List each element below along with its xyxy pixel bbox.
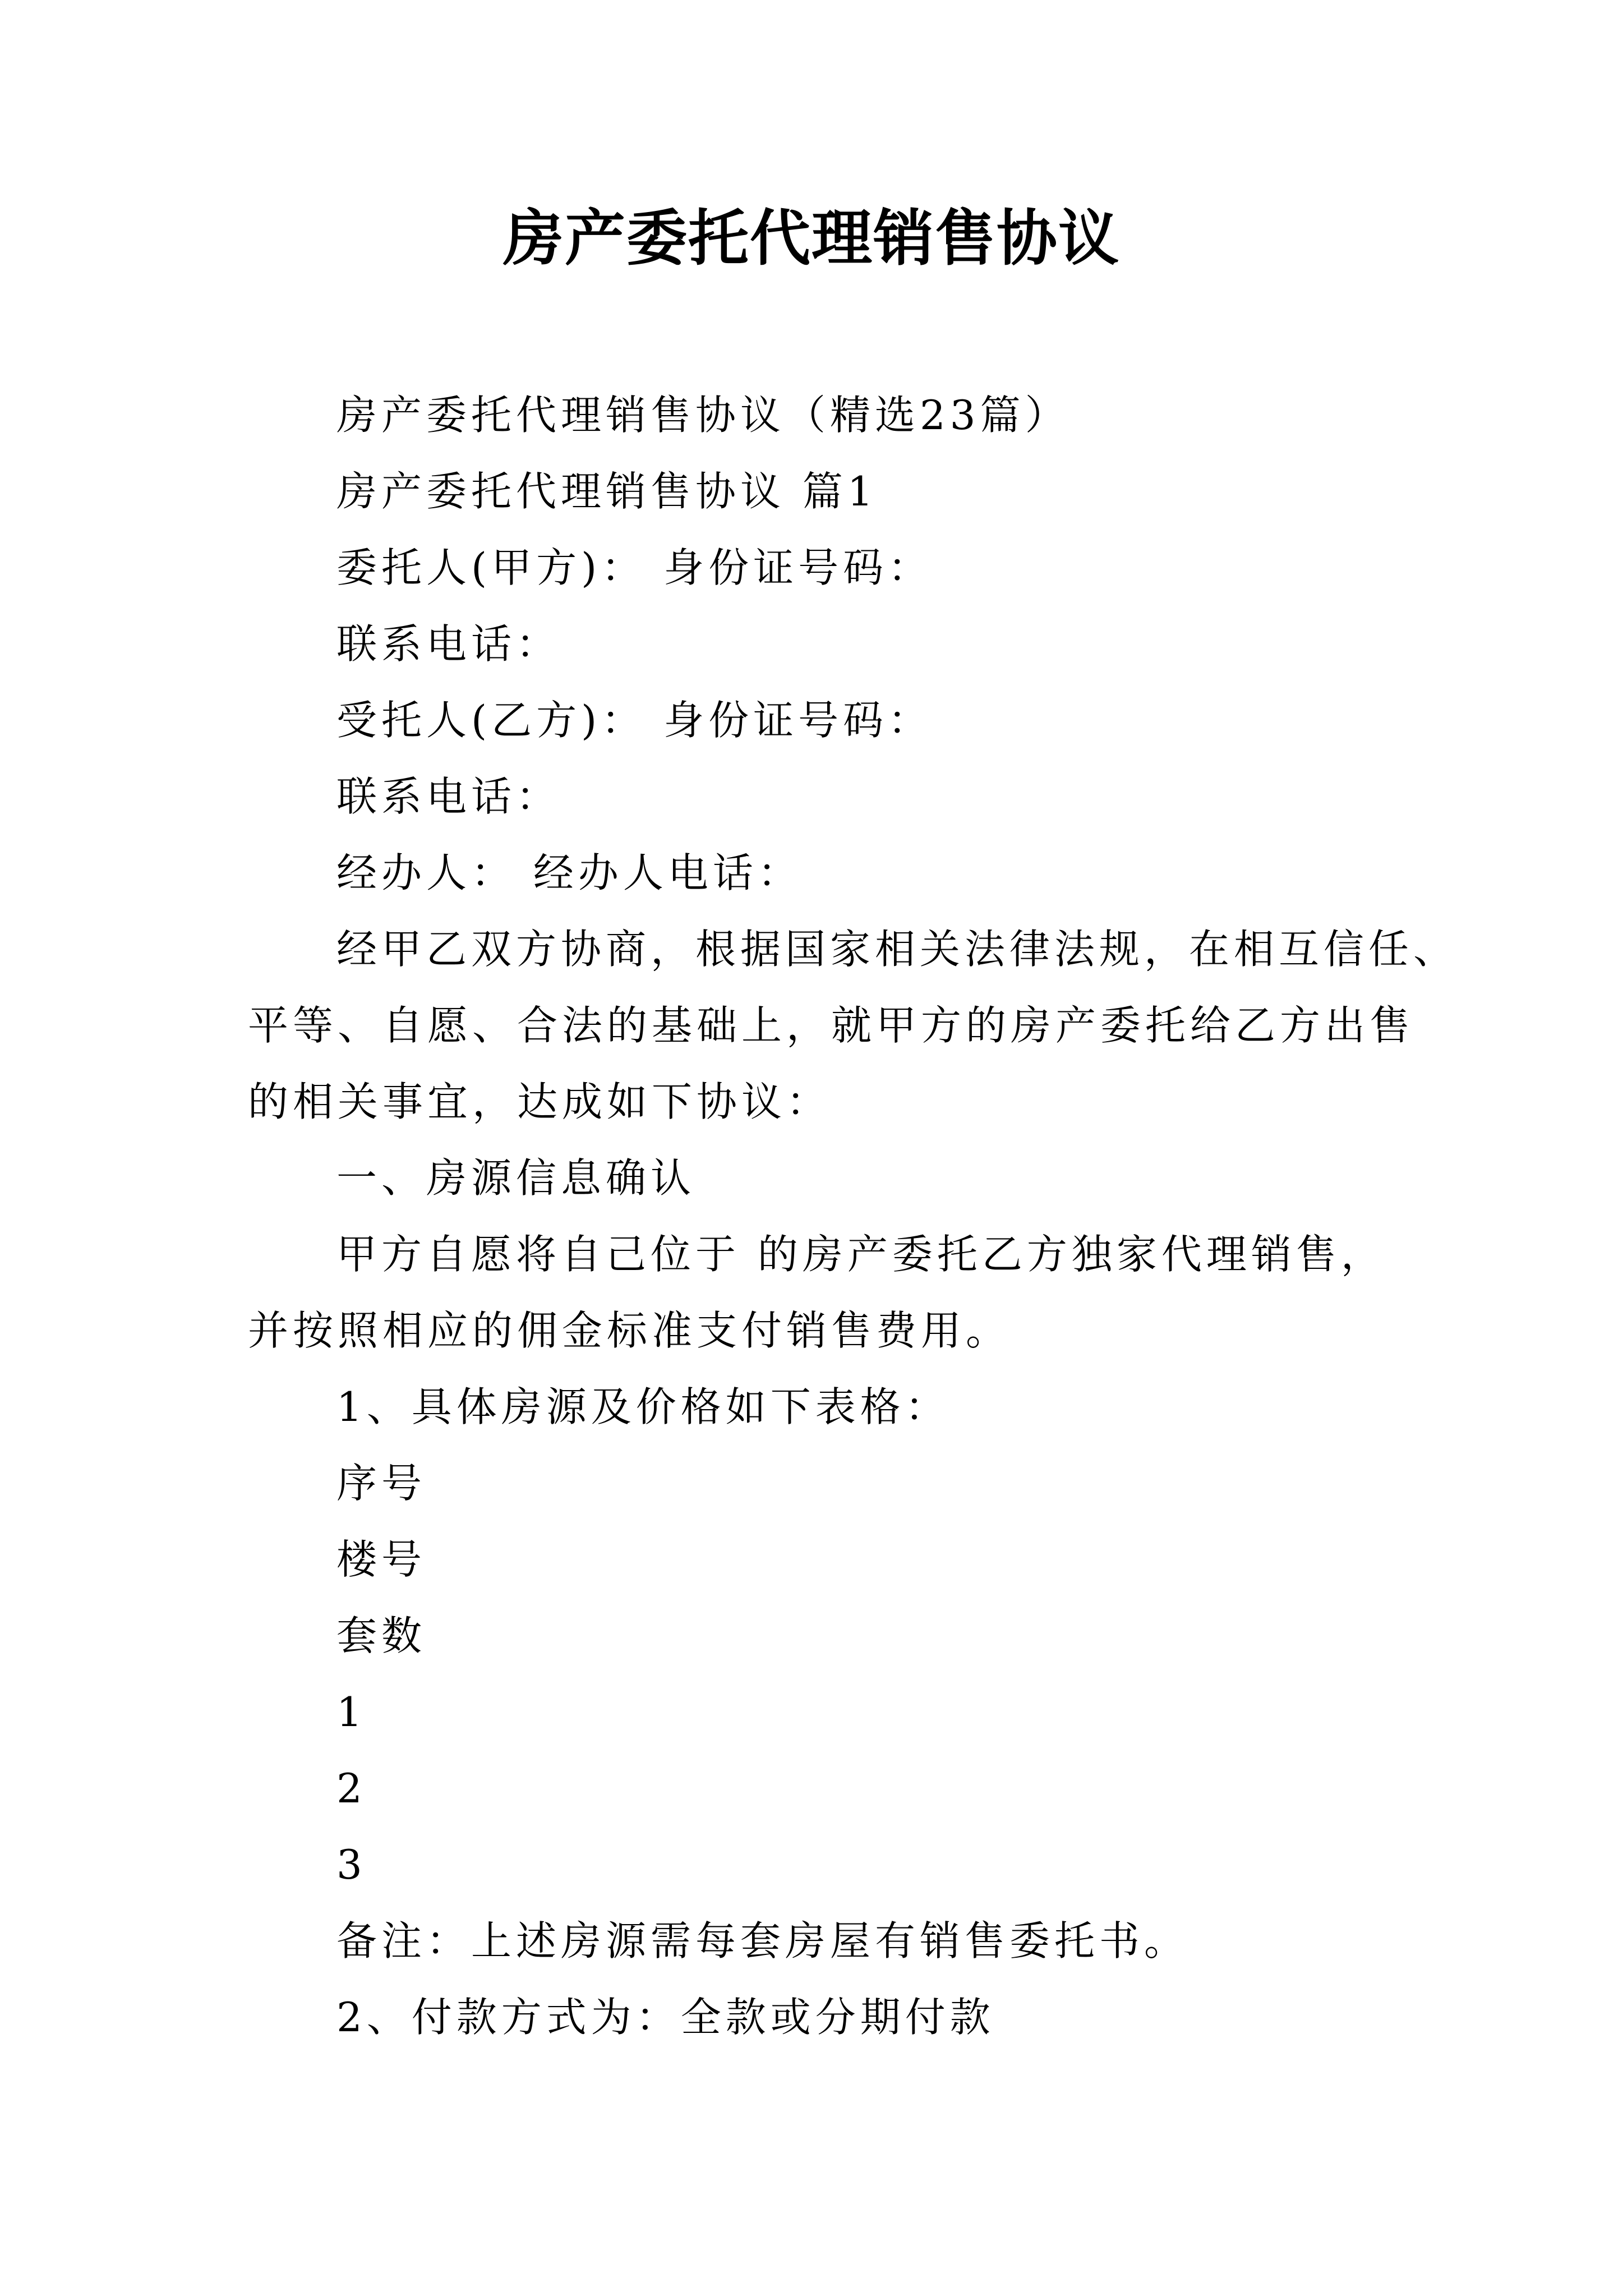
agent-line: 经办人： 经办人电话： (336, 849, 803, 896)
section-heading: 房产委托代理销售协议 篇1 (336, 468, 878, 515)
party-b-phone-line: 联系电话： (336, 773, 561, 820)
list-item: 1、具体房源及价格如下表格： (336, 1383, 950, 1430)
party-a-phone-line: 联系电话： (336, 620, 561, 668)
paragraph-line: 经甲乙双方协商，根据国家相关法律法规，在相互信任、 (336, 926, 1459, 973)
paragraph-line: 并按照相应的佣金标准支付销售费用。 (248, 1307, 1011, 1354)
party-a-line: 委托人(甲方)： 身份证号码： (336, 544, 933, 591)
table-header-cell: 套数 (336, 1612, 427, 1659)
table-cell: 1 (336, 1688, 367, 1736)
paragraph-line: 的相关事宜，达成如下协议： (248, 1078, 832, 1125)
table-header-cell: 楼号 (336, 1536, 427, 1583)
paragraph-line: 甲方自愿将自己位于 的房产委托乙方独家代理销售， (336, 1231, 1386, 1278)
party-b-line: 受托人(乙方)： 身份证号码： (336, 697, 933, 744)
document-title: 房产委托代理销售协议 (502, 203, 1120, 274)
table-cell: 2 (336, 1765, 367, 1812)
table-header-cell: 序号 (336, 1460, 427, 1507)
note-line: 备注：上述房源需每套房屋有销售委托书。 (336, 1917, 1189, 1964)
paragraph-line: 平等、自愿、合法的基础上，就甲方的房产委托给乙方出售 (248, 1002, 1415, 1049)
section-heading: 一、房源信息确认 (336, 1154, 696, 1202)
subtitle-line: 房产委托代理销售协议（精选23篇） (336, 392, 1070, 439)
list-item: 2、付款方式为：全款或分期付款 (336, 1994, 995, 2041)
table-cell: 3 (336, 1841, 367, 1888)
